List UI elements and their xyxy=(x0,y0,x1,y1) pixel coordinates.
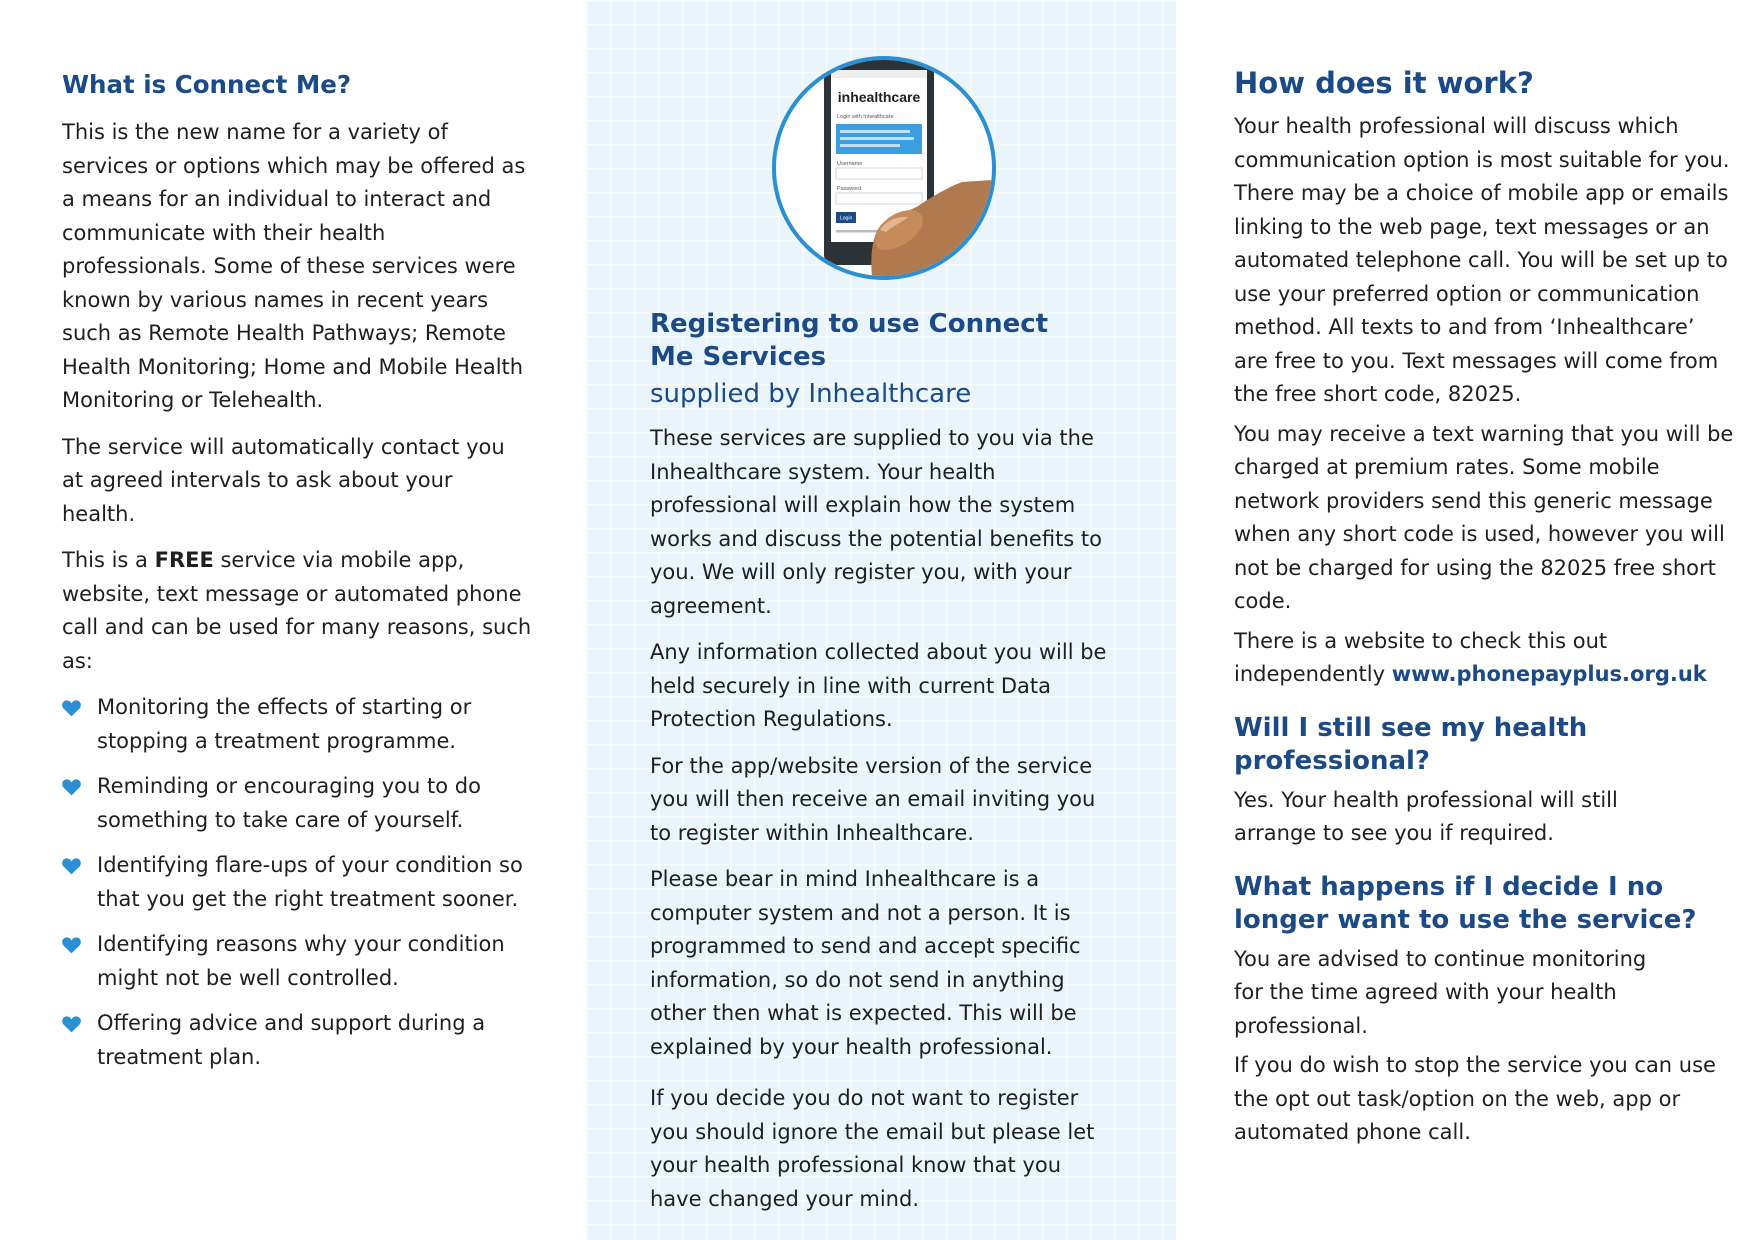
phone-circle-frame xyxy=(772,56,996,280)
how-does-it-work-heading: How does it work? xyxy=(1234,66,1534,100)
heart-icon xyxy=(62,858,81,875)
registering-subtitle: supplied by Inhealthcare xyxy=(650,379,972,409)
phone-password-label: Password xyxy=(837,186,862,192)
premium-rate-paragraph: You may receive a text warning that you will be charged at premium rates. Some mobile network providers send this generic message when any short code is used, however you will not be charged for using the 82025 free short code. xyxy=(1234,421,1734,613)
phone-app-title: inhealthcare xyxy=(837,89,921,105)
heart-icon xyxy=(62,700,81,717)
contact-paragraph: The service will automatically contact you at agreed intervals to ask about your health. xyxy=(62,434,505,526)
right-column xyxy=(1176,0,1754,1240)
svg-text:Login: Login xyxy=(840,215,853,222)
free-emphasis: FREE xyxy=(154,548,214,572)
free-service-paragraph: This is a FREE service via mobile app, website, text message or automated phone call and can be used for many reasons, such as: xyxy=(62,548,532,673)
list-item: Offering advice and support during a treatment plan. xyxy=(62,1007,542,1074)
phone-login-label: Login with Inhealthcare xyxy=(837,114,894,120)
still-see-professional-heading: Will I still see my health professional? xyxy=(1234,712,1588,776)
intro-paragraph: This is the new name for a variety of services or options which may be offered as a means for an individual to interact and communicate with their health professionals. Some of these services were known by various names in recent years such as Remote Health Pathways; Remote Health Monitoring; Home and Mobile Health Monitoring or Telehealth. xyxy=(62,120,526,412)
middle-panel xyxy=(586,0,1176,1240)
phone-graphic xyxy=(776,60,992,276)
list-item: Identifying reasons why your condition might not be well controlled. xyxy=(62,928,542,995)
list-item: Reminding or encouraging you to do something to take care of yourself. xyxy=(62,770,542,837)
list-item: Identifying flare-ups of your condition so that you get the right treatment sooner. xyxy=(62,849,542,916)
phone-username-field xyxy=(836,168,922,179)
what-is-connect-me-heading: What is Connect Me? xyxy=(62,70,352,99)
email-invite-paragraph: For the app/website version of the service you will then receive an email inviting you to register within Inhealthcare. xyxy=(650,753,1096,845)
phone-illustration xyxy=(772,56,996,280)
continue-monitoring-paragraph: You are advised to continue monitoring for the time agreed with your health professional. xyxy=(1234,946,1647,1038)
reasons-list xyxy=(62,691,542,1074)
data-protection-paragraph: Any information collected about you will be held securely in line with current Data Protection Regulations. xyxy=(650,640,1107,731)
still-see-paragraph: Yes. Your health professional will still arrange to see you if required. xyxy=(1234,787,1618,845)
heart-icon xyxy=(62,779,81,796)
heart-icon xyxy=(62,937,81,954)
phonepayplus-link[interactable]: www.phonepayplus.org.uk xyxy=(1391,662,1707,686)
supplied-paragraph: These services are supplied to you via the Inhealthcare system. Your health professional will explain how the system works and discuss the potential benefits to you. We will only register you, with your agreement. xyxy=(650,426,1103,618)
computer-system-paragraph: Please bear in mind Inhealthcare is a computer system and not a person. It is programmed to send and accept specific information, so do not send in anything other then what is expected. This will be explained by your health professional. xyxy=(650,867,1081,1059)
heart-icon xyxy=(62,1016,81,1033)
left-column xyxy=(0,0,586,1240)
opt-out-paragraph: If you do wish to stop the service you can use the opt out task/option on the web, app or automated phone call. xyxy=(1234,1053,1716,1144)
registering-heading: Registering to use Connect Me Services xyxy=(650,309,1049,372)
no-longer-use-heading: What happens if I decide I no longer want to use the service? xyxy=(1234,871,1697,935)
list-item: Monitoring the effects of starting or stopping a treatment programme. xyxy=(62,691,542,758)
website-check-paragraph: There is a website to check this out independently www.phonepayplus.org.uk xyxy=(1234,628,1707,686)
decline-paragraph: If you decide you do not want to register you should ignore the email but please let your health professional know that you have changed your mind. xyxy=(650,1086,1095,1211)
how-it-works-paragraph: Your health professional will discuss which communication option is most suitable for you. There may be a choice of mobile app or emails linking to the web page, text messages or an automated telephone call. You will be set up to use your preferred option or communication method. All texts to and from ‘Inhealthcare’ are free to you. Text messages will come from the free short code, 82025. xyxy=(1234,114,1730,406)
phone-username-label: Username xyxy=(837,161,863,167)
phone-password-field xyxy=(836,193,922,204)
